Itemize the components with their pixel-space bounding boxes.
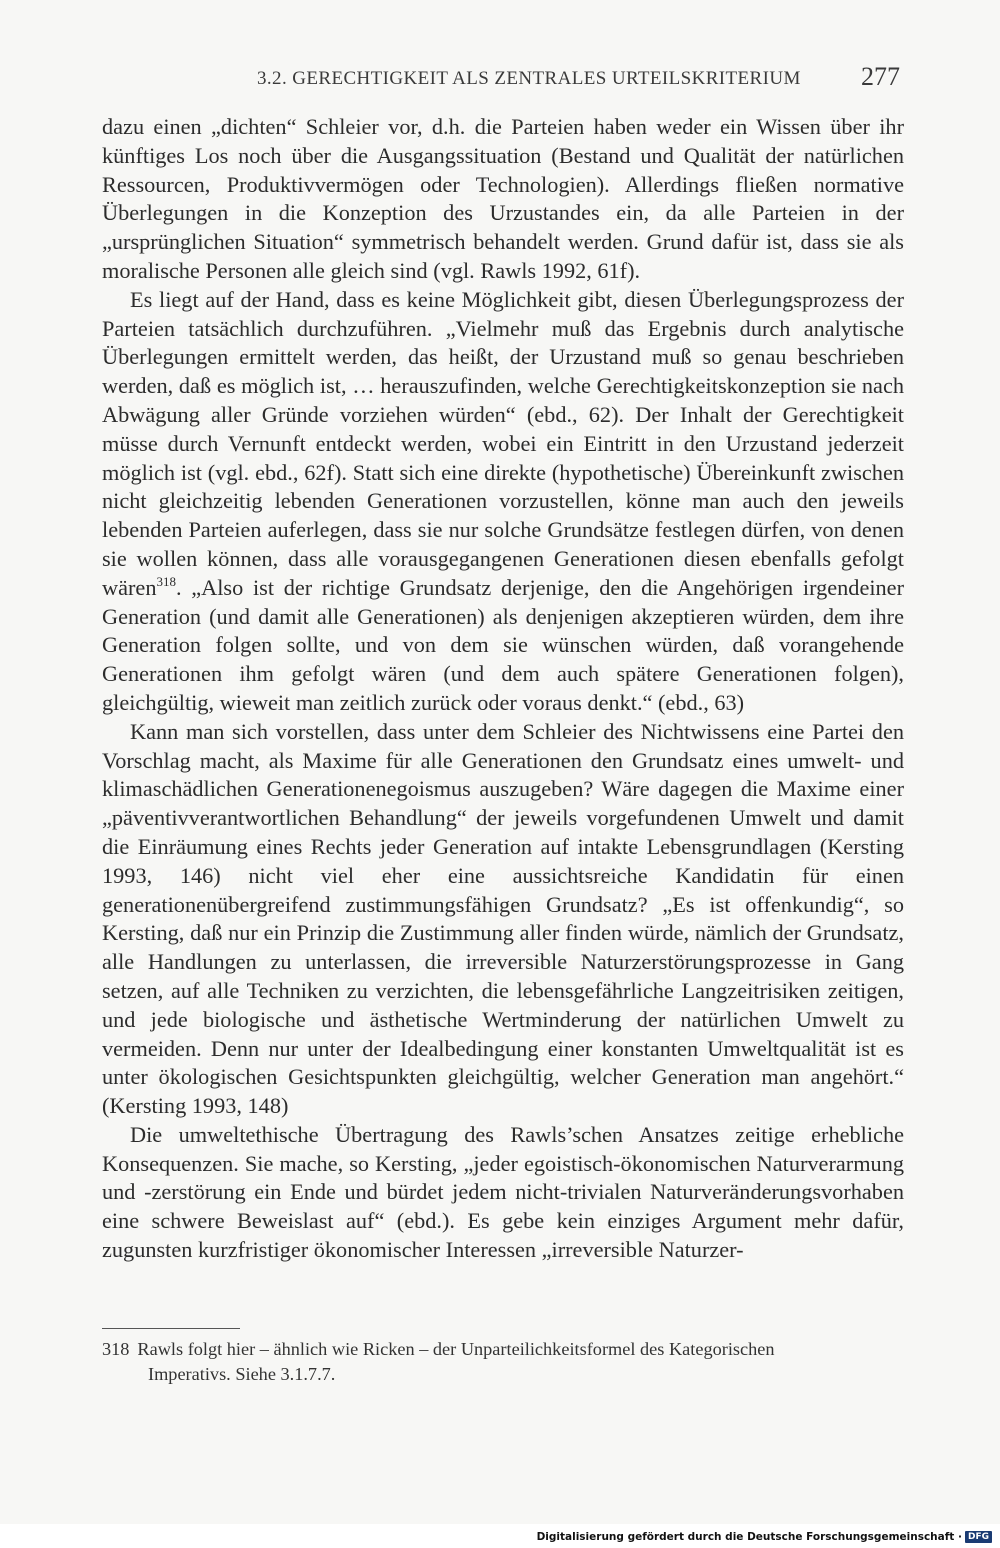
paragraph-3: Kann man sich vorstellen, dass unter dem Schleier des Nichtwissens eine Partei den Vorschlag macht, als Maxime für alle Generationen den Grundsatz eines umwelt- und klimaschädlichen Generationenegoismus auszugeben? Wäre dagegen die Maxime einer „päventivverantwortlichen Behandlung“ der jeweils vorgefundenen Umwelt und damit die Einräumung eines Rechts jeder Generation auf intakte Lebensgrundlagen (Kersting 1993, 146) nicht viel eher eine aussichtsreiche Kandidatin für einen generationenübergreifend zustimmungsfähigen Grundsatz? „Es ist offenkundig“, so Kersting, daß nur ein Prinzip die Zustimmung aller finden würde, nämlich der Grundsatz, alle Handlungen zu unterlassen, die irreversible Naturzerstörungsprozesse in Gang setzen, auf alle Techniken zu verzichten, die lebensgefährliche Langzeitrisiken zeitigen, und jede biologische und ästhetische Wertminderung der natürlichen Umwelt zu vermeiden. Denn nur unter der Idealbedingung einer konstanten Umweltqualität ist es unter ökologischen Gesichtspunkten gleichgültig, welcher Generation man angehört.“ (Kersting 1993, 148) [102,718,904,1119]
footnote-318 [102,1337,904,1387]
paragraph-2-text-part-1: Es liegt auf der Hand, dass es keine Möglichkeit gibt, diesen Überlegungsprozess der Parteien tatsächlich durchzuführen. „Vielmehr muß das Ergebnis durch analytische Überlegungen ermittelt werden, das heißt, der Urzustand muß so genau beschrieben werden, daß es möglich ist, … herauszufinden, welche Gerechtigkeitskonzeption sie nach Abwägung aller Gründe vorziehen würden“ (ebd., 62). Der Inhalt der Gerechtigkeit müsse durch Vernunft entdeckt werden, wobei ein Eintritt in den Urzustand jederzeit möglich ist (vgl. ebd., 62f). Statt sich eine direkte (hypothetische) Übereinkunft zwischen nicht gleichzeitig lebenden Generationen vorzustellen, könne man auch den jeweils lebenden Parteien auferlegen, dass sie nur solche Grundsätze festlegen dürfen, von denen sie wollen können, dass alle vorausgegangenen Generationen diesen ebenfalls gefolgt wären [102,286,904,600]
paragraph-4: Die umweltethische Übertragung des Rawls’schen Ansatzes zeitige erhebliche Konsequenzen. Sie mache, so Kersting, „jeder egoistisch-ökonomischen Naturverarmung und -zerstörung ein Ende und bürdet jedem nicht-trivialen Naturveränderungsvorhaben eine schwere Beweislast auf“ (ebd.). Es gebe kein einziges Argument mehr dafür, zugunsten kurzfristiger ökonomischer Interessen „irreversible Naturzer- [102,1121,904,1263]
footnote-divider [102,1328,240,1329]
paragraph-2-text-part-2: . „Also ist der richtige Grundsatz derjenige, den die Angehörigen irgendeiner Generation (und damit alle Generationen) als denjenigen akzeptieren würden, dem ihre Generation folgen sollte, und von dem sie wünschen würden, daß vorangehende Generationen ihm gefolgt wären (und dem auch spätere Generationen folgen), gleichgültig, wieweit man zeitlich zurück oder voraus denkt.“ (ebd., 63) [102,574,904,715]
digitization-credit-text: Digitalisierung gefördert durch die Deutsche Forschungsgemeinschaft · [536,1531,962,1543]
dfg-logo: DFG [965,1531,992,1543]
paragraph-1: dazu einen „dichten“ Schleier vor, d.h. die Parteien haben weder ein Wissen über ihr künftiges Los noch über die Ausgangssituation (Bestand und Qualität der natürlichen Ressourcen, Produktivvermögen oder Technologien). Allerdings fließen normative Überlegungen in die Konzeption des Urzustandes ein, da alle Parteien in der „ursprünglichen Situation“ symmetrisch behandelt werden. Grund dafür ist, dass sie als moralische Personen alle gleich sind (vgl. Rawls 1992, 61f). [102,114,904,283]
running-head [102,64,900,98]
footnote-line-1 [102,1337,904,1362]
footnote-reference: 318 [156,573,176,589]
footnote-text-line-1: Rawls folgt hier – ähnlich wie Ricken – der Unparteilichkeitsformel des Kategorischen [137,1339,775,1359]
page-number: 277 [861,62,900,91]
paragraph-2 [102,286,904,718]
footnote-number: 318 [102,1339,130,1359]
running-head-title: 3.2. GERECHTIGKEIT ALS ZENTRALES URTEILSKRITERIUM [257,68,801,89]
digitization-credit [537,1531,992,1543]
footnote-text-line-2: Imperativs. Siehe 3.1.7.7. [148,1364,336,1384]
body-text [102,113,904,1265]
